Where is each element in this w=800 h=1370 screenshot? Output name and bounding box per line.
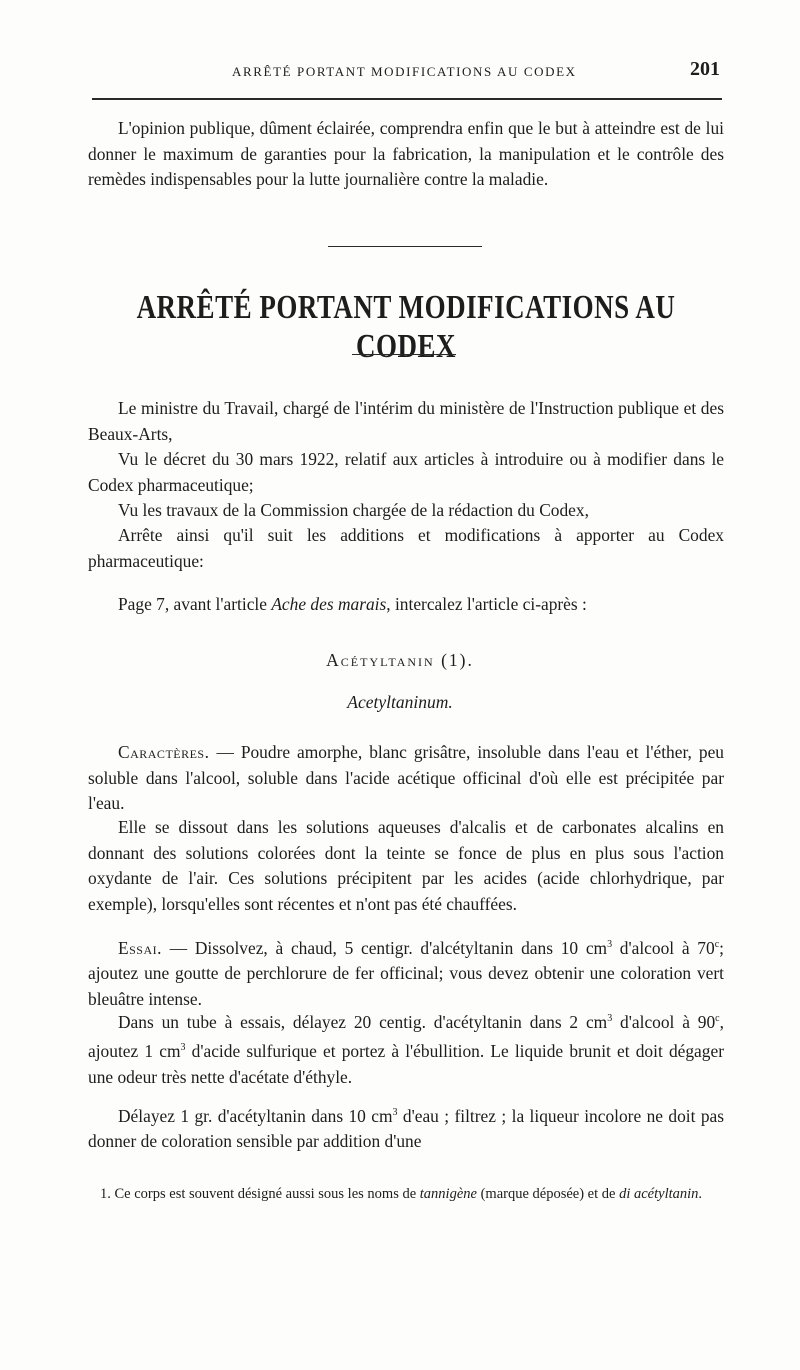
running-header (92, 58, 722, 100)
tube-text: Dans un tube à essais, délayez 20 centig. d'acétyltanin dans 2 cm (118, 1011, 608, 1032)
superscript: c (714, 939, 720, 950)
superscript: 3 (607, 1013, 613, 1024)
tube-text: , ajoutez 1 cm (88, 1011, 724, 1062)
instruction-article-name: Ache des marais (271, 594, 387, 614)
footnote-term: tannigène (419, 1186, 477, 1202)
caracteres-paragraph (88, 740, 724, 817)
essai-text: d'alcool à 70 (612, 937, 715, 958)
solution-paragraph: Elle se dissout dans les solutions aqueuses d'alcalis et de carbonates alcalins en donnant des solutions colorées dont la teinte se fonce de plus en plus sous l'action oxydante de l'air. Ces solutions précipitent par les acides (acide chlorhydrique, par exemple), lorsqu'elles sont récentes et n'ont pas été chauffées. (88, 817, 724, 914)
instruction-text-after: , intercalez l'article ci-après : (386, 594, 587, 614)
superscript: c (715, 1013, 720, 1024)
essai-text: — Dissolvez, à chaud, 5 centigr. d'alcétyltanin dans 10 cm (161, 937, 608, 958)
intro-paragraph: L'opinion publique, dûment éclairée, comprendra enfin que le but à atteindre est de lui donner le maximum de garanties pour la fabrication, la manipulation et le contrôle des remèdes indispensables pour la lutte journalière contre la maladie. (88, 118, 724, 189)
superscript: 3 (392, 1107, 398, 1118)
instruction-text-before: Page 7, avant l'article (118, 594, 272, 614)
essai-paragraph (88, 932, 724, 1012)
page-instruction (88, 592, 724, 618)
caracteres-text: — Poudre amorphe, blanc grisâtre, insoluble dans l'eau et l'éther, peu soluble dans l'alcool, soluble dans l'acide acétique officinal d'où elle est précipitée par l'eau. (88, 742, 724, 813)
tube-text: d'alcool à 90 (612, 1011, 716, 1032)
delayez-text: d'eau ; filtrez ; la liqueur incolore ne doit pas donner de coloration sensible par addition d'une (88, 1105, 724, 1152)
tube-text: d'acide sulfurique et portez à l'ébullition. Le liquide brunit et doit dégager une odeur très nette d'acétate d'éthyle. (88, 1041, 724, 1087)
footnote (100, 1184, 724, 1204)
running-title: ARRÊTÉ PORTANT MODIFICATIONS AU CODEX (232, 64, 577, 79)
drug-name-heading (0, 650, 800, 671)
decree-vu-travaux: Vu les travaux de la Commission chargée de la rédaction du Codex, (118, 500, 589, 520)
section-divider (328, 246, 482, 247)
essai-text: ; ajoutez une goutte de perchlorure de fer officinal; vous devez obtenir une coloration vert bleuâtre intense. (88, 937, 724, 1009)
delayez-paragraph (88, 1100, 724, 1155)
decree-vu-decret: Vu le décret du 30 mars 1922, relatif aux articles à introduire ou à modifier dans le Codex pharmaceutique; (88, 449, 724, 495)
superscript: 3 (607, 939, 613, 950)
footnote-text: . (698, 1186, 703, 1202)
footnote-ref: (1). (441, 650, 474, 670)
decree-arrete: Arrête ainsi qu'il suit les additions et modifications à apporter au Codex pharmaceutique: (88, 525, 724, 571)
caracteres-label: Caractères. (118, 742, 210, 762)
delayez-text: Délayez 1 gr. d'acétyltanin dans 10 cm (118, 1105, 393, 1126)
drug-latin-name: Acetyltaninum. (347, 692, 453, 712)
decree-ministre: Le ministre du Travail, chargé de l'intérim du ministère de l'Instruction publique et des Beaux-Arts, (88, 398, 724, 444)
title-divider (352, 354, 456, 355)
tube-paragraph (88, 1006, 724, 1090)
page-title: ARRÊTÉ PORTANT MODIFICATIONS AU CODEX (136, 288, 676, 365)
page-number: 201 (690, 58, 720, 80)
essai-label: Essai. (118, 937, 162, 958)
footnote-term: di acétyltanin (619, 1186, 699, 1202)
superscript: 3 (180, 1042, 186, 1054)
footnote-text: (marque déposée) et de (476, 1186, 620, 1202)
footnote-text: 1. Ce corps est souvent désigné aussi sous les noms de (100, 1186, 420, 1202)
drug-name: Acétyltanin (326, 650, 435, 670)
